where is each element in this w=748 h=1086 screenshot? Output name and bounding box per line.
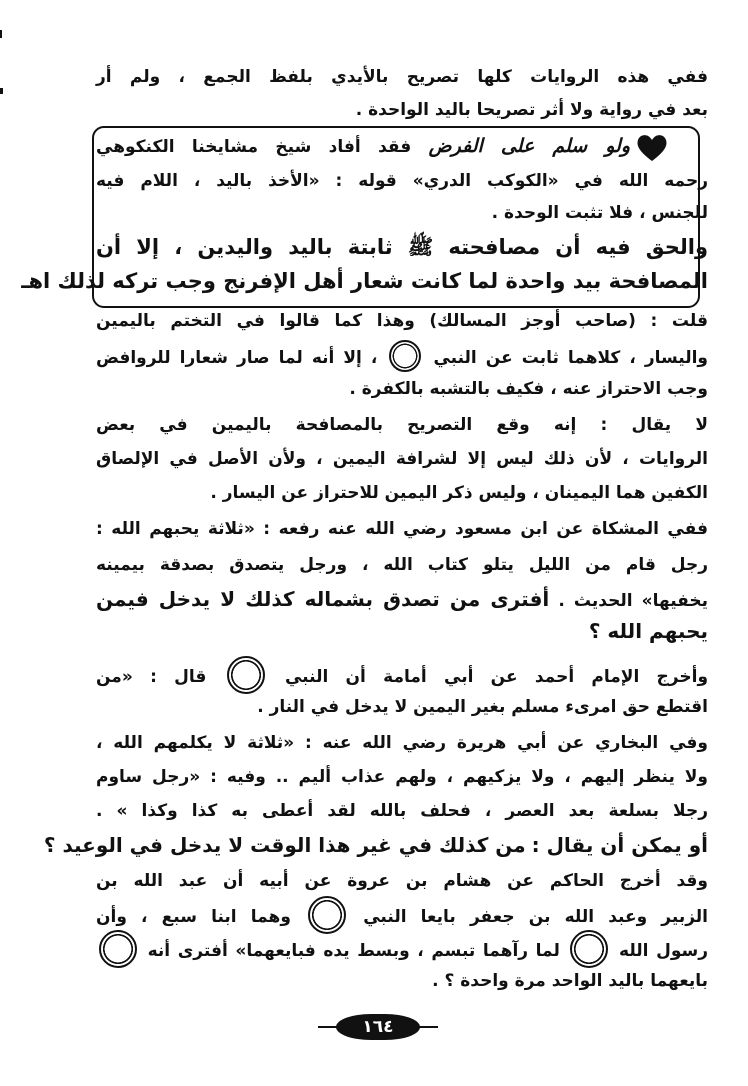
box-line-3: للجنس ، فلا تثبت الوحدة .: [491, 203, 708, 223]
text-line-12: الروايات ، لأن ذلك ليس إلا لشرافة اليمين ، ولأن الأصل في الإلصاق: [96, 449, 708, 469]
text-line-18b: قال : «من: [96, 667, 207, 687]
text-line-25: [96, 898, 708, 936]
text-line-14: ففي المشكاة عن ابن مسعود رضي الله عنه رفعه : «ثلاثة يحبهم الله :: [96, 519, 708, 539]
text-line-26: [96, 932, 708, 970]
text-line-18: [96, 658, 708, 696]
text-line-23: [43, 830, 708, 862]
text-line-23a: أو يمكن أن يقال :: [531, 833, 708, 857]
box-line-2: رحمه الله في «الكوكب الدري» قوله : «الأخذ باليد ، اللام فيه: [96, 171, 708, 191]
box-line-4: والحق فيه أن مصافحته ﷺ ثابتة باليد واليدين ، إلا أن: [96, 235, 708, 259]
text-line-16b: أفترى من تصدق بشماله كذلك لا يدخل فيمن: [96, 587, 550, 611]
seal-icon: [308, 896, 346, 934]
text-line-26a: رسول الله: [619, 941, 709, 961]
text-line-10: وجب الاحتراز عنه ، فكيف بالتشبه بالكفرة .: [349, 379, 708, 399]
text-line-22: رجلا بسلعة بعد العصر ، فحلف بالله لقد أعطى به كذا وكذا » .: [96, 801, 708, 821]
text-line-19: اقتطع حق امرىء مسلم بغير اليمين لا يدخل في النار .: [257, 697, 708, 717]
text-line-18a: وأخرج الإمام أحمد عن أبي أمامة أن النبي: [284, 667, 709, 687]
box-line-1-text: فقد أفاد شيخ مشايخنا الكنكوهي: [96, 137, 412, 157]
text-line-8: قلت : (صاحب أوجز المسالك) وهذا كما قالوا في التختم باليمين: [96, 311, 708, 331]
text-line-16: [96, 584, 708, 616]
seal-icon: [389, 340, 421, 372]
text-line-9: [96, 342, 708, 374]
text-line-16a: يخفيها» الحديث .: [558, 591, 709, 611]
text-line-25b: وهما ابنا سبع ، وأن: [96, 907, 291, 927]
text-line-23b: من كذلك في غير هذا الوقت لا يدخل في الوعيد ؟: [43, 833, 526, 857]
box-heading: ولو سلم على الفرض: [428, 135, 630, 157]
text-line-9a: واليسار ، كلاهما ثابت عن النبي: [433, 348, 709, 368]
seal-icon: [570, 930, 608, 968]
text-line-13: الكفين هما اليمينان ، وليس ذكر اليمين للاحتراز عن اليسار .: [210, 483, 708, 503]
text-line-20: وفي البخاري عن أبي هريرة رضي الله عنه : «ثلاثة لا يكلمهم الله ،: [96, 733, 708, 753]
text-line-2: بعد في رواية ولا أثر تصريحا باليد الواحدة .: [355, 100, 708, 120]
text-line-27: بايعهما باليد الواحد مرة واحدة ؟ .: [432, 971, 708, 991]
text-line-24: وقد أخرج الحاكم عن هشام بن عروة عن أبيه أن عبد الله بن: [96, 871, 708, 891]
text-line-1: ففي هذه الروايات كلها تصريح بالأيدي بلفظ الجمع ، ولم أر: [96, 67, 708, 87]
heart-icon: [636, 133, 668, 163]
seal-icon: [227, 656, 265, 694]
scan-edge-mark: [0, 30, 4, 100]
page-number: ١٦٤: [336, 1014, 420, 1040]
box-line-1: [96, 131, 630, 162]
text-line-17: يحبهم الله ؟: [588, 619, 708, 643]
text-line-26b: لما رآهما تبسم ، وبسط يده فبايعهما» أفترى أنه: [147, 941, 560, 961]
seal-icon: [99, 930, 137, 968]
text-line-21: ولا ينظر إليهم ، ولا يزكيهم ، ولهم عذاب أليم .. وفيه : «رجل ساوم: [96, 767, 708, 787]
text-line-11: لا يقال : إنه وقع التصريح بالمصافحة باليمين في بعض: [96, 415, 708, 435]
text-line-15: رجل قام من الليل يتلو كتاب الله ، ورجل يتصدق بصدقة بيمينه: [96, 555, 708, 575]
text-line-9b: ، إلا أنه لما صار شعارا للروافض: [96, 348, 378, 368]
box-line-5: المصافحة بيد واحدة لما كانت شعار أهل الإفرنج وجب تركه لذلك اهـ: [21, 269, 708, 293]
text-line-25a: الزبير وعبد الله بن جعفر بايعا النبي: [363, 907, 708, 927]
